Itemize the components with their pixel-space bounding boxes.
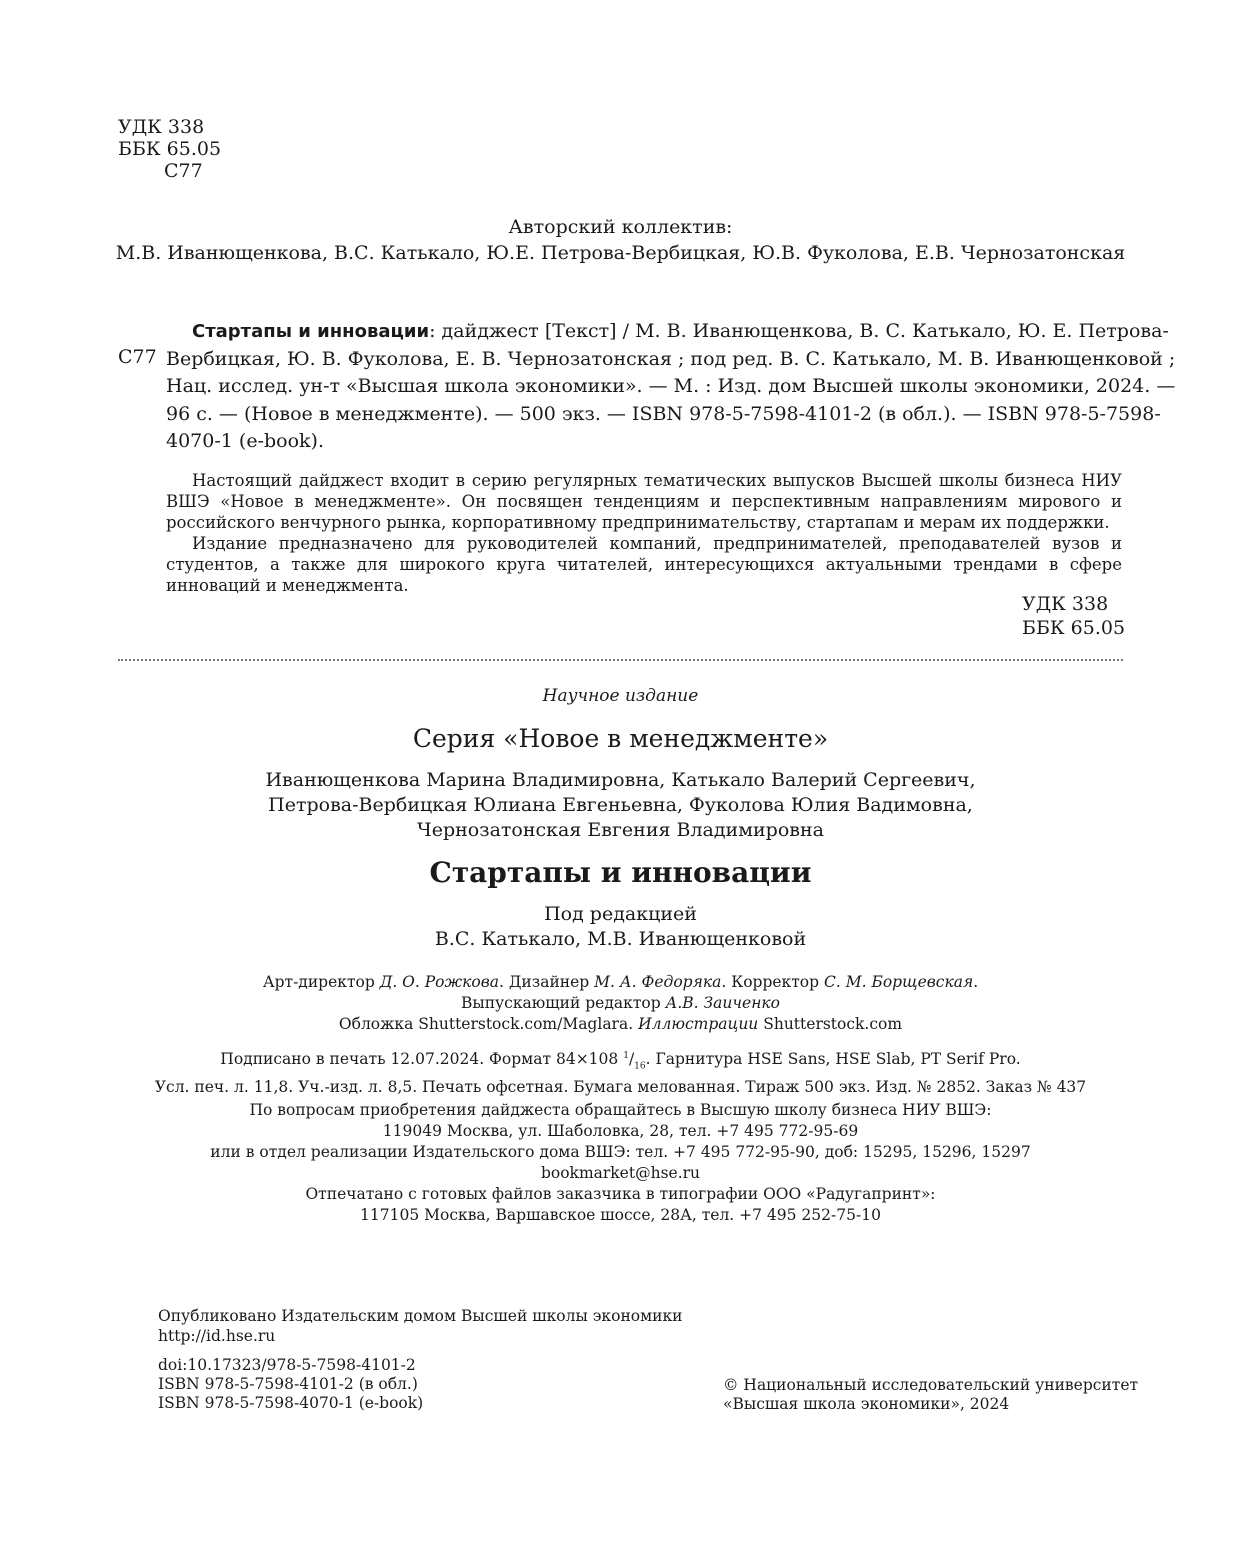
doi: doi:10.17323/978-5-7598-4101-2 (158, 1356, 416, 1374)
authors-full-names (0, 768, 1241, 843)
biblio-line-1: Стартапы и инновации: дайджест [Текст] / М. В. Иванющенкова, В. С. Катькало, Ю. Е. Петрова- (192, 320, 1169, 342)
edited-label: Под редакцией (544, 903, 697, 925)
udk-code: УДК 338 (118, 116, 205, 138)
biblio-mark: С77 (118, 346, 157, 368)
staff-line-1: Арт-директор Д. О. Рожкова. Дизайнер М. А. Федоряка. Корректор С. М. Борщевская. (262, 973, 979, 991)
release-editor-name: А.В. Заиченко (665, 994, 780, 1012)
staff-line-3: Обложка Shutterstock.com/Maglara. Иллюстрации Shutterstock.com (338, 1015, 903, 1033)
udk-code-bottom: УДК 338 (1022, 593, 1109, 615)
print-info (0, 1046, 1241, 1098)
biblio-line-3: Нац. исслед. ун-т «Высшая школа экономики». — М. : Изд. дом Высшей школы экономики, 2024. — (166, 375, 1176, 397)
contacts-block (0, 1100, 1241, 1226)
staff-line-2: Выпускающий редактор А.В. Заиченко (460, 994, 780, 1012)
dotted-divider (118, 659, 1123, 661)
series-title: Серия «Новое в менеджменте» (412, 724, 829, 753)
bbk-code-bottom: ББК 65.05 (1022, 617, 1126, 639)
bibliographic-record (166, 318, 1176, 456)
contact-line: 119049 Москва, ул. Шаболовка, 28, тел. +7 495 772-95-69 (382, 1122, 859, 1140)
biblio-line-5: 4070-1 (e-book). (166, 430, 324, 452)
publisher-name: Опубликовано Издательским домом Высшей школы экономики (158, 1307, 683, 1325)
contact-email[interactable]: bookmarket@hse.ru (540, 1164, 701, 1182)
annotation-paragraph-2: Издание предназначено для руководителей компаний, предпринимателей, преподавателей вузов и студентов, а также для широкого круга читателей, интересующихся актуальными трендами в сфере инноваций и менеджмента. (166, 534, 1122, 595)
authors-list: М.В. Иванющенкова, В.С. Катькало, Ю.Е. Петрова-Вербицкая, Ю.В. Фуколова, Е.В. Чернозатонская (115, 242, 1126, 264)
classification-bottom (1022, 592, 1125, 640)
bbk-code: ББК 65.05 (118, 138, 222, 160)
art-director-name: Д. О. Рожкова (379, 973, 499, 991)
corrector-name: С. М. Борщевская (824, 973, 974, 991)
copyright-line-1: © Национальный исследовательский университет (723, 1376, 1139, 1394)
designer-name: М. А. Федоряка (594, 973, 722, 991)
contact-line: Отпечатано с готовых файлов заказчика в типографии ООО «Радугапринт»: (305, 1185, 936, 1203)
biblio-line-2: Вербицкая, Ю. В. Фуколова, Е. В. Чернозатонская ; под ред. В. С. Катькало, М. В. Иванющенковой ; (166, 347, 1176, 370)
full-names-line-3: Чернозатонская Евгения Владимировна (417, 819, 824, 841)
book-title: Стартапы и инновации (429, 856, 812, 889)
authors-heading: Авторский коллектив: (508, 216, 733, 238)
isbn-ebook: ISBN 978-5-7598-4070-1 (e-book) (158, 1394, 424, 1412)
contact-line: По вопросам приобретения дайджеста обращайтесь в Высшую школу бизнеса НИУ ВШЭ: (249, 1101, 992, 1119)
biblio-title: Стартапы и инновации (192, 321, 430, 342)
edition-genre: Научное издание (542, 686, 699, 706)
contact-line: или в отдел реализации Издательского дома ВШЭ: тел. +7 495 772-95-90, доб: 15295, 15296, 15297 (210, 1143, 1031, 1161)
print-line-2: Усл. печ. л. 11,8. Уч.-изд. л. 8,5. Печать офсетная. Бумага мелованная. Тираж 500 экз. Изд. № 2852. Заказ № 437 (154, 1078, 1087, 1097)
biblio-line-4: 96 с. — (Новое в менеджменте). — 500 экз. — ISBN 978-5-7598-4101-2 (в обл.). — ISBN 978-5-7598- (166, 402, 1161, 425)
staff-credits (0, 972, 1241, 1035)
editors-names: В.С. Катькало, М.В. Иванющенковой (434, 928, 807, 950)
editors-block (0, 902, 1241, 952)
copyright-line-2: «Высшая школа экономики», 2024 (723, 1395, 1010, 1413)
annotation (166, 470, 1122, 596)
publisher-url[interactable]: http://id.hse.ru (158, 1327, 276, 1345)
identifiers-block (158, 1356, 423, 1413)
isbn-print: ISBN 978-5-7598-4101-2 (в обл.) (158, 1375, 418, 1393)
contact-line: 117105 Москва, Варшавское шоссе, 28А, тел. +7 495 252-75-10 (360, 1206, 881, 1224)
authors-block (0, 214, 1241, 266)
copyright-block (723, 1376, 1138, 1414)
full-names-line-2: Петрова-Вербицкая Юлиана Евгеньевна, Фуколова Юлия Вадимовна, (268, 794, 973, 816)
print-line-1: Подписано в печать 12.07.2024. Формат 84×108 $^1/_{16}$. Гарнитура HSE Sans, HSE Slab, PT Serif Pro. (220, 1050, 1021, 1072)
annotation-paragraph-1: Настоящий дайджест входит в серию регулярных тематических выпусков Высшей школы бизнеса НИУ ВШЭ «Новое в менеджменте». Он посвящен тенденциям и перспективным направлениям мирового и российского венчурного рынка, корпоративному предпринимательству, стартапам и мерам их поддержки. (166, 471, 1122, 532)
full-names-line-1: Иванющенкова Марина Владимировна, Катькало Валерий Сергеевич, (265, 769, 976, 791)
classification-block (118, 116, 221, 182)
author-mark: С77 (164, 160, 203, 182)
publisher-block (158, 1306, 683, 1346)
